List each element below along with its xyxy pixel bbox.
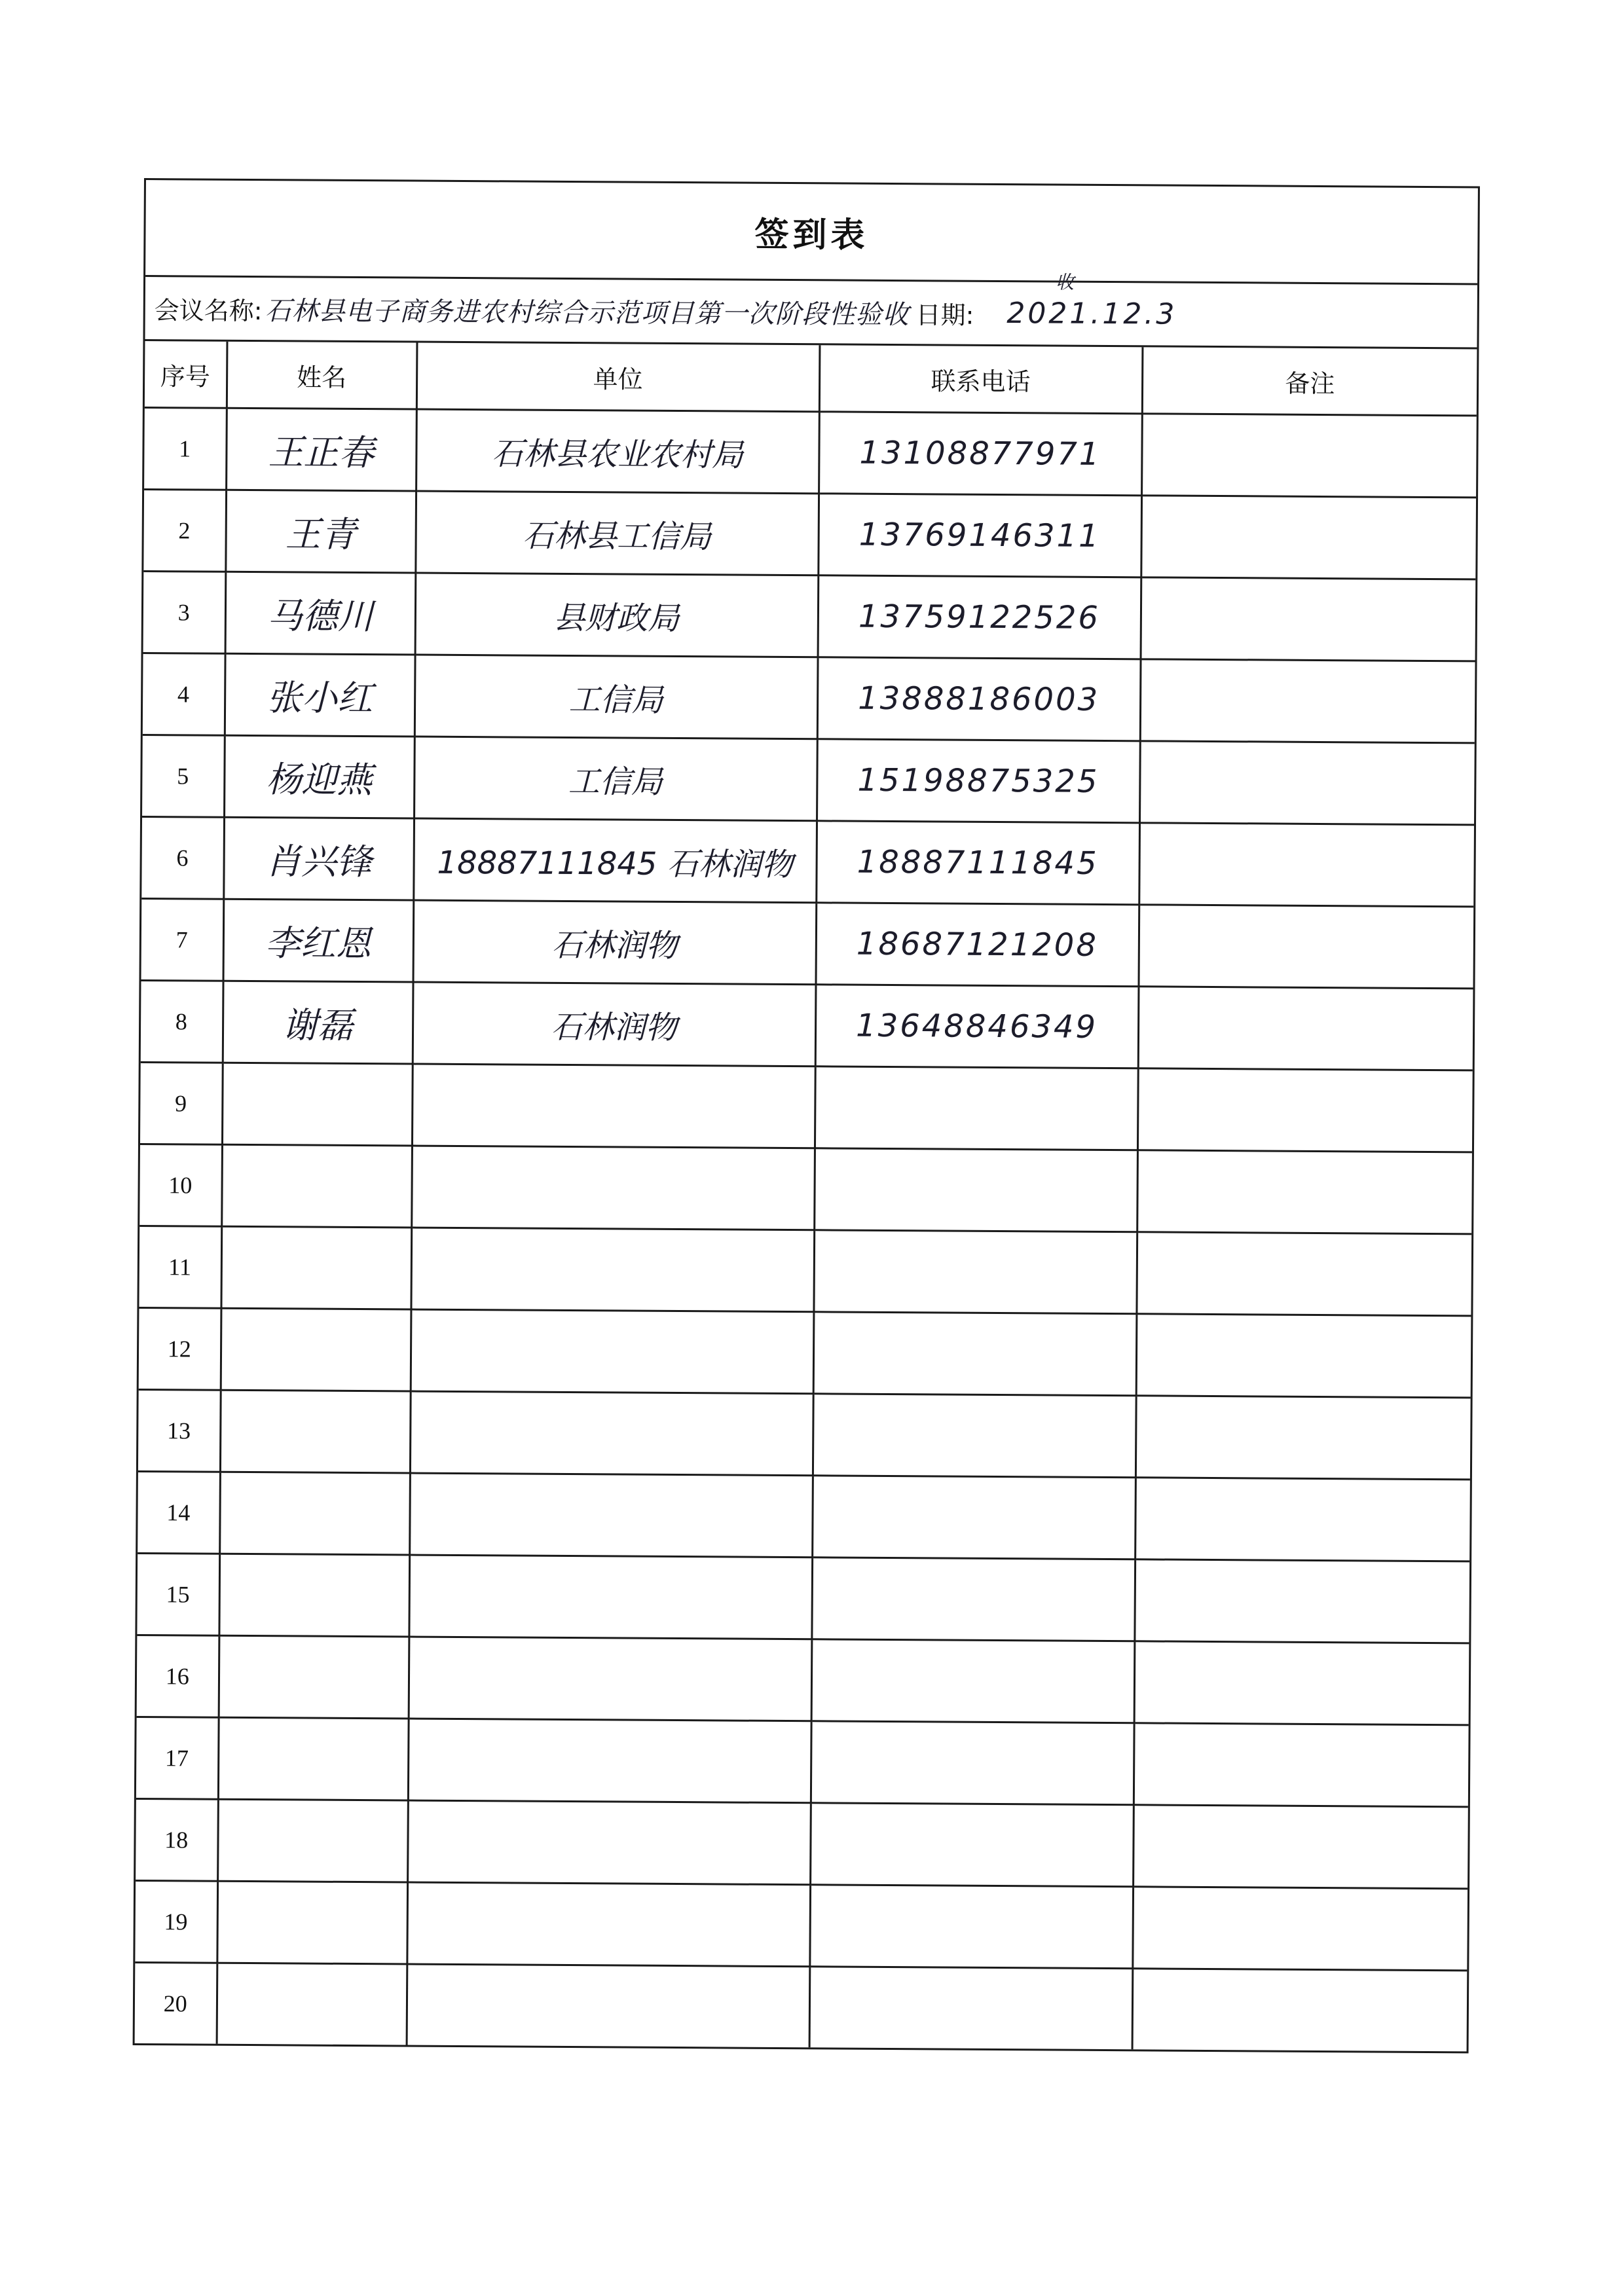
row-phone-handwritten: 13769146311 (818, 494, 1141, 577)
table-row (139, 1226, 1471, 1315)
table-row (143, 572, 1476, 661)
row-unit-handwritten (411, 1309, 814, 1394)
row-name-handwritten: 肖兴锋 (223, 817, 414, 900)
row-note (1141, 496, 1476, 579)
row-name-handwritten (221, 1308, 411, 1391)
row-note (1135, 1396, 1471, 1480)
row-index: 8 (141, 980, 223, 1063)
row-phone-handwritten (812, 1476, 1135, 1559)
row-unit-handwritten (407, 1882, 810, 1967)
row-name-handwritten (222, 1063, 413, 1146)
row-phone-handwritten: 13648846349 (815, 985, 1139, 1068)
row-index: 10 (139, 1144, 222, 1226)
row-note (1139, 741, 1475, 825)
row-name-handwritten: 张小红 (225, 653, 415, 737)
row-unit-handwritten: 县财政局 (415, 573, 819, 657)
row-index: 16 (137, 1635, 219, 1717)
row-note (1141, 414, 1477, 498)
row-note (1137, 1068, 1473, 1152)
row-unit-handwritten (409, 1637, 812, 1721)
row-phone-handwritten (811, 1558, 1135, 1641)
row-unit-handwritten (411, 1228, 814, 1312)
row-phone-handwritten (811, 1721, 1134, 1805)
row-name-handwritten: 王正春 (226, 408, 416, 491)
table-row (141, 817, 1474, 907)
row-index: 7 (141, 898, 224, 981)
row-unit-handwritten (411, 1146, 815, 1230)
row-note (1132, 1969, 1467, 2052)
row-index: 11 (139, 1226, 221, 1308)
row-phone-handwritten (815, 1066, 1138, 1150)
row-phone-handwritten: 13108877971 (819, 412, 1142, 496)
row-note (1136, 1232, 1471, 1316)
table-row (135, 1962, 1467, 2051)
row-index: 14 (138, 1471, 220, 1554)
meeting-name-handwritten: 石林县电子商务进农村综合示范项目第一次阶段性验收 (265, 296, 910, 331)
row-name-handwritten (219, 1635, 409, 1719)
header-note: 备注 (1142, 347, 1477, 416)
row-unit-handwritten: 工信局 (414, 737, 817, 821)
row-index: 13 (138, 1389, 221, 1472)
row-phone-handwritten: 13888186003 (817, 657, 1141, 741)
sheet-title: 签到表 (145, 180, 1478, 285)
table-row (139, 1144, 1472, 1233)
row-name-handwritten: 谢磊 (223, 981, 413, 1064)
header-unit: 单位 (416, 343, 820, 412)
row-phone-handwritten (810, 1803, 1134, 1887)
row-index: 5 (142, 735, 225, 818)
row-unit-handwritten (408, 1719, 811, 1803)
row-index: 12 (139, 1307, 221, 1390)
table-row (135, 1880, 1467, 1970)
row-unit-handwritten: 石林县农业农村局 (416, 409, 819, 494)
row-note (1134, 1723, 1469, 1807)
row-name-handwritten (217, 1881, 407, 1964)
row-name-handwritten: 王青 (225, 490, 416, 573)
row-name-handwritten: 马德川 (225, 572, 416, 655)
table-row (141, 980, 1473, 1070)
row-note (1139, 823, 1474, 907)
row-index: 15 (137, 1553, 219, 1635)
row-note (1134, 1559, 1469, 1643)
row-note (1136, 1314, 1471, 1398)
row-unit-handwritten (407, 1800, 811, 1885)
table-row (138, 1471, 1470, 1561)
table-row (141, 898, 1474, 988)
row-name-handwritten (219, 1554, 409, 1637)
row-unit-handwritten (410, 1391, 813, 1476)
row-index: 2 (143, 490, 226, 572)
row-name-handwritten (217, 1963, 407, 2045)
row-index: 9 (140, 1062, 223, 1144)
table-row (137, 1553, 1469, 1643)
row-phone-handwritten: 15198875325 (817, 739, 1140, 823)
row-name-handwritten: 李红恩 (223, 899, 414, 982)
meeting-name-label: 会议名称: (154, 296, 263, 326)
row-note (1141, 577, 1476, 661)
table-row (142, 735, 1475, 825)
row-index: 19 (135, 1880, 217, 1963)
row-name-handwritten (217, 1799, 408, 1882)
row-name-handwritten (220, 1390, 411, 1473)
table-row (140, 1062, 1473, 1152)
row-name-handwritten (221, 1226, 411, 1309)
row-phone-handwritten (809, 1967, 1133, 2050)
table-row (136, 1798, 1468, 1888)
row-phone-handwritten (811, 1639, 1135, 1723)
row-phone-handwritten (813, 1394, 1136, 1478)
table-row (139, 1307, 1471, 1397)
row-note (1140, 659, 1475, 743)
row-name-handwritten (221, 1144, 412, 1228)
row-phone-handwritten: 18887111845 (816, 821, 1139, 905)
row-index: 18 (136, 1798, 218, 1881)
row-unit-handwritten: 石林润物 (413, 900, 817, 985)
table-row (144, 408, 1477, 498)
row-note (1134, 1641, 1469, 1725)
row-unit-handwritten: 石林县工信局 (415, 491, 819, 575)
row-unit-handwritten (409, 1473, 813, 1558)
row-unit-handwritten: 18887111845 石林润物 (413, 818, 817, 903)
row-unit-handwritten: 石林润物 (413, 982, 816, 1066)
row-unit-handwritten (409, 1555, 812, 1639)
row-note (1137, 1150, 1472, 1234)
table-row (136, 1717, 1469, 1806)
row-phone-handwritten: 13759122526 (818, 575, 1141, 659)
header-name: 姓名 (227, 342, 417, 409)
table-row (137, 1635, 1469, 1724)
row-phone-handwritten (809, 1885, 1133, 1969)
row-unit-handwritten (412, 1064, 815, 1148)
row-unit-handwritten (407, 1964, 810, 2047)
row-index: 17 (136, 1717, 219, 1799)
row-note (1133, 1805, 1468, 1889)
row-phone-handwritten: 18687121208 (815, 903, 1139, 987)
table-header-row (145, 341, 1477, 416)
row-name-handwritten (219, 1472, 410, 1555)
row-note (1135, 1478, 1470, 1561)
row-index: 20 (135, 1962, 217, 2043)
row-phone-handwritten (814, 1148, 1137, 1232)
row-note (1138, 905, 1473, 989)
header-index: 序号 (145, 341, 227, 408)
row-note (1132, 1887, 1467, 1971)
row-index: 3 (143, 572, 226, 654)
row-phone-handwritten (813, 1230, 1137, 1314)
row-index: 6 (141, 817, 224, 900)
attendance-table (135, 341, 1477, 2051)
date-value-handwritten: 2021.12.3 (1006, 297, 1177, 331)
row-index: 4 (143, 653, 225, 736)
table-row (138, 1389, 1471, 1479)
row-phone-handwritten (813, 1312, 1137, 1396)
row-name-handwritten (218, 1717, 409, 1800)
table-row (143, 653, 1475, 743)
row-index: 1 (144, 408, 227, 490)
sign-in-sheet (133, 178, 1480, 2053)
inserted-character-note: 收 (1055, 271, 1075, 293)
row-name-handwritten: 杨迎燕 (224, 735, 415, 818)
date-label: 日期: (915, 301, 974, 330)
meeting-info-row (145, 271, 1477, 349)
row-note (1138, 987, 1473, 1070)
row-unit-handwritten: 工信局 (415, 655, 818, 739)
header-phone: 联系电话 (819, 345, 1143, 414)
table-row (143, 490, 1476, 579)
